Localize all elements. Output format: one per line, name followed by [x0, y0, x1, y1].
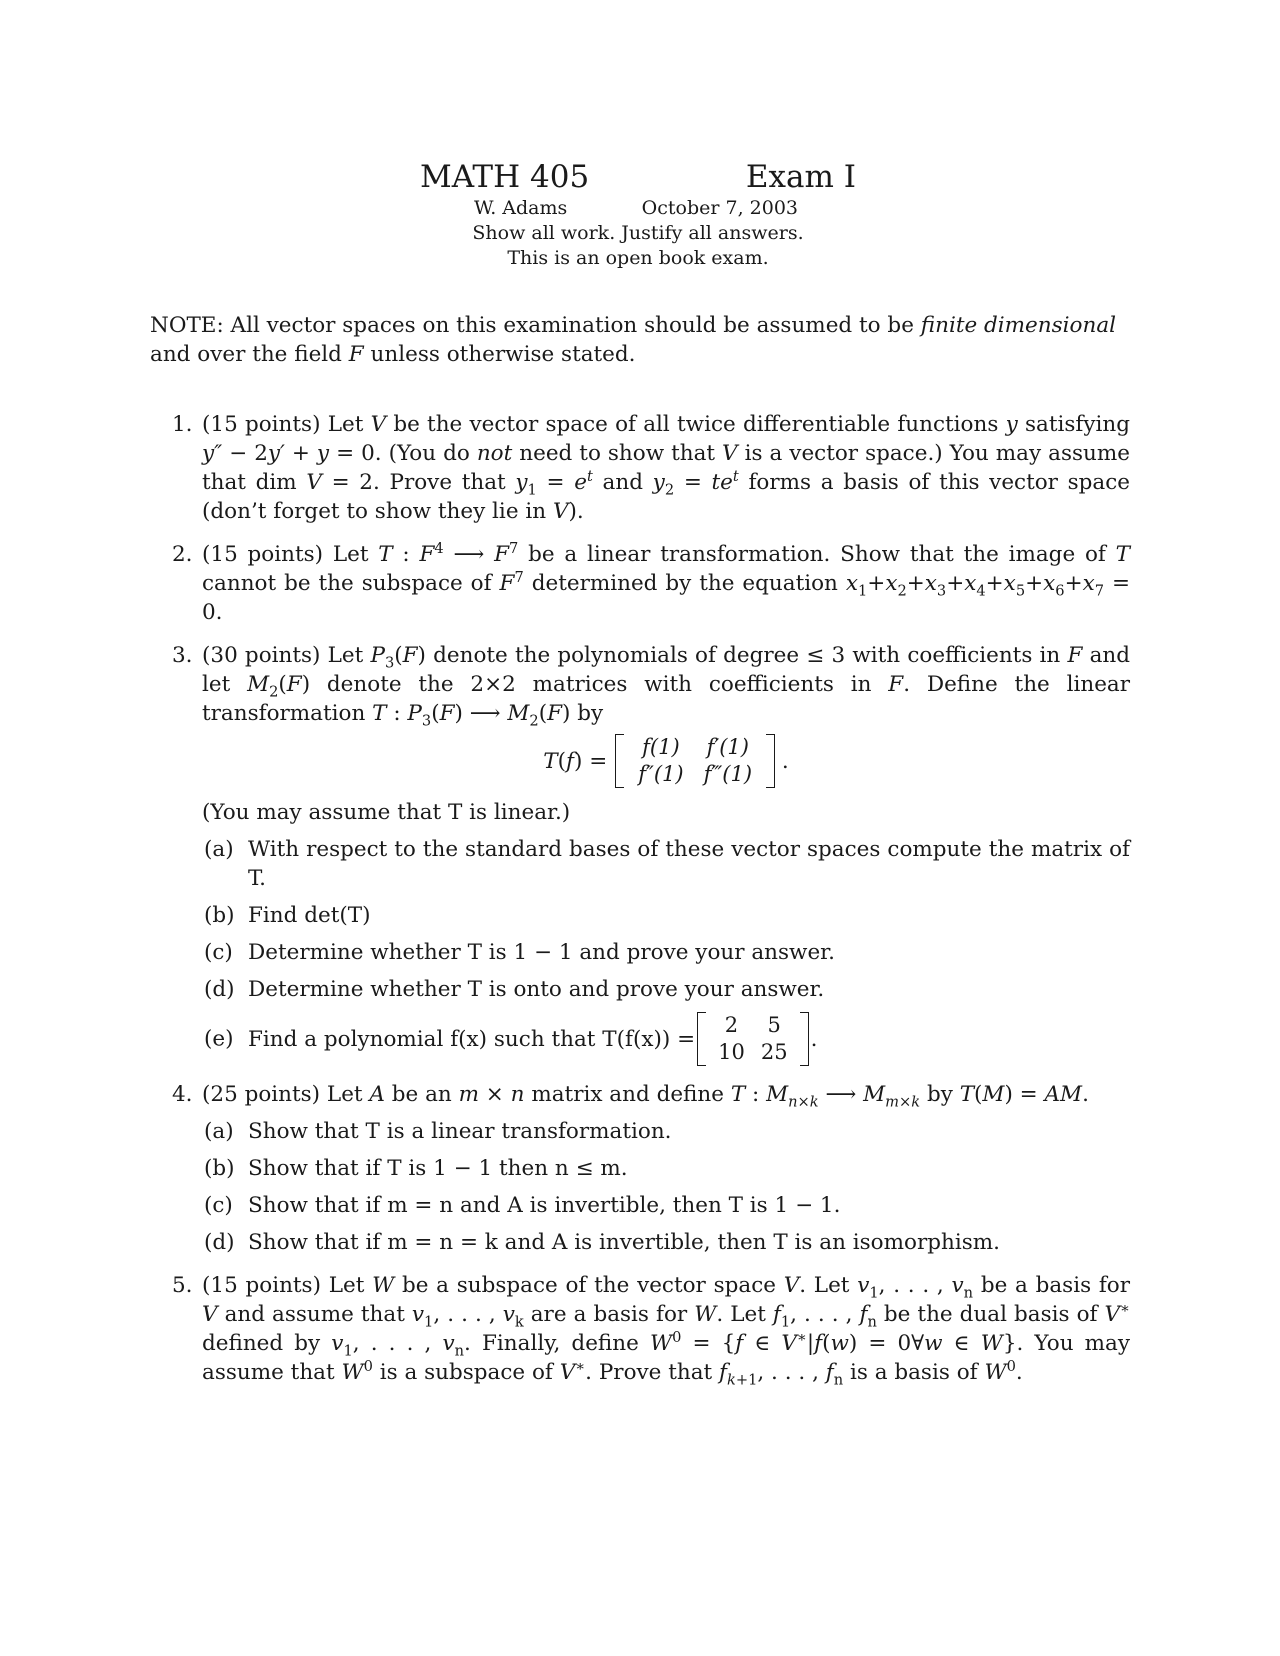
- subpart-3c: [202, 938, 1130, 967]
- exam-date: October 7, 2003: [641, 197, 798, 219]
- subpart-label: (c): [204, 940, 233, 965]
- exam-title: Exam I: [745, 159, 856, 195]
- note-emphasis: finite dimensional: [920, 313, 1117, 338]
- problem-text: (15 points) Let W be a subspace of the vector space V. Let $v_1$, . . . , $v_n$ be a basis for V and assume that $v_1$, . . . , $v_k$ are a basis for W. Let $f_1$, . . . , $f_n$ be the dual basis of V∗ defined by $v_1$, . . . , $v_n$. Finally, define $W^0 = \{f$ ∈ V∗|f(w) = 0∀w ∈ W}. You may assume that $W^0$ is a subspace of V∗. Prove that $f_{k+1}$, . . . , $f_n$ is a basis of $W^0$.: [202, 1273, 1131, 1389]
- problem-number: 4.: [172, 1082, 193, 1107]
- problem-points: (15 points): [202, 412, 321, 437]
- exam-header: [420, 158, 856, 271]
- linearity-assumption: (You may assume that T is linear.): [202, 800, 571, 825]
- matrix-cell: f″(1): [638, 762, 684, 786]
- problem-points: (15 points): [202, 542, 324, 567]
- target-matrix: [697, 1012, 808, 1066]
- problem-number: 5.: [172, 1273, 193, 1298]
- problem-2: [150, 540, 1130, 627]
- subpart-text: Show that if m = n = k and A is invertible, then T is an isomorphism.: [248, 1230, 1000, 1255]
- tf-matrix: [615, 734, 775, 788]
- subpart-list: [202, 1117, 1130, 1257]
- problem-points: (30 points): [202, 643, 321, 668]
- transformation-definition: T ( f ) = f(1) f′(1) f″(1) f‴(1) .: [543, 735, 789, 786]
- subpart-label: (c): [204, 1193, 233, 1218]
- subpart-text: Find det(T): [248, 903, 371, 928]
- matrix-cell: f′(1): [706, 735, 749, 759]
- note-text-1: NOTE: All vector spaces on this examination should be assumed to be: [150, 313, 921, 338]
- problem-number: 1.: [172, 412, 193, 437]
- problem-3: [150, 641, 1130, 1066]
- subpart-text: Show that if T is 1 − 1 then n ≤ m.: [248, 1156, 628, 1181]
- problem-points: (25 points): [202, 1082, 321, 1107]
- subpart-text: Determine whether T is 1 − 1 and prove your answer.: [248, 940, 835, 965]
- problem-text: (25 points) Let A be an m × n matrix and define T : $M_{n\times k}$ ⟶ $M_{m\times k}$ by T(M) = AM.: [202, 1082, 1089, 1111]
- subpart-text: Determine whether T is onto and prove your answer.: [248, 977, 825, 1002]
- matrix-cell: 25: [760, 1040, 788, 1064]
- subpart-label: (d): [204, 977, 235, 1002]
- subpart-label: (b): [204, 903, 235, 928]
- subpart-3a: [202, 835, 1130, 893]
- matrix-cell: 5: [767, 1013, 781, 1037]
- subpart-4c: [202, 1191, 1130, 1220]
- subpart-label: (e): [204, 1026, 234, 1052]
- problem-number: 2.: [172, 542, 193, 567]
- problem-5: [150, 1271, 1130, 1387]
- subpart-text: Find a polynomial f(x) such that T(f(x)) =: [248, 1026, 696, 1052]
- note-text-3: unless otherwise stated.: [363, 342, 636, 367]
- left-bracket: [697, 1012, 706, 1066]
- right-bracket: [766, 734, 775, 788]
- problem-1: [150, 410, 1130, 526]
- subpart-label: (a): [204, 1119, 234, 1144]
- matrix-cell: f(1): [642, 735, 680, 759]
- subpart-4b: [202, 1154, 1130, 1183]
- subpart-4d: [202, 1228, 1130, 1257]
- matrix-table: [710, 1012, 795, 1066]
- course-title: MATH 405: [420, 159, 590, 195]
- right-bracket: [800, 1012, 809, 1066]
- subpart-3b: [202, 901, 1130, 930]
- problem-text: (15 points) Let T : $F^4$ ⟶ $F^7$ be a linear transformation. Show that the image of T cannot be the subspace of $F^7$ determined by the equation $x_1+x_2+x_3+x_4+x_5+x_6+x_7 = 0$.: [202, 539, 1130, 625]
- problem-text: (15 points) Let V be the vector space of all twice differentiable functions y satisfying y″ − 2y′ + y = 0. (You do not need to show that V is a vector space.) You may assume that dim V = 2. Prove that $y_1 = e^t$ and $y_2 = te^t$ forms a basis of this vector space (don’t forget to show they lie in V).: [202, 412, 1131, 524]
- instructor-name: W. Adams: [474, 197, 568, 219]
- instructions-line-1: Show all work. Justify all answers.: [472, 222, 804, 244]
- subpart-4a: [202, 1117, 1130, 1146]
- matrix-cell: 10: [718, 1040, 745, 1064]
- subpart-list: [202, 835, 1130, 1066]
- matrix-table: [628, 734, 762, 788]
- problem-list: [150, 410, 1130, 1401]
- subpart-3d: [202, 975, 1130, 1004]
- note-paragraph: [150, 311, 1130, 369]
- subpart-text: Show that T is a linear transformation.: [248, 1119, 672, 1144]
- subpart-text: Show that if m = n and A is invertible, then T is 1 − 1.: [248, 1193, 841, 1218]
- problem-text: (30 points) Let $P_3(F)$ denote the polynomials of degree ≤ 3 with coefficients in F and let $M_2(F)$ denote the 2×2 matrices with coefficients in F. Define the linear transformation T : $P_3(F)$ ⟶ $M_2(F)$ by: [202, 643, 1131, 730]
- subpart-label: (b): [204, 1156, 235, 1181]
- subpart-label: (d): [204, 1230, 235, 1255]
- note-field-var: F: [348, 342, 364, 367]
- matrix-cell: f‴(1): [703, 762, 753, 786]
- note-text-2: and over the field: [150, 342, 349, 367]
- subpart-3e: (e) Find a polynomial f(x) such that T(f(x)) = 2 5 10 25 .: [204, 1013, 818, 1064]
- tf-lhs: T: [543, 748, 558, 774]
- problem-number: 3.: [172, 643, 193, 668]
- matrix-cell: 2: [724, 1013, 739, 1037]
- left-bracket: [615, 734, 624, 788]
- problem-points: (15 points): [202, 1273, 321, 1298]
- problem-4: [150, 1080, 1130, 1257]
- subpart-label: (a): [204, 837, 234, 862]
- instructions-line-2: This is an open book exam.: [507, 247, 769, 269]
- subpart-text: With respect to the standard bases of these vector spaces compute the matrix of T.: [248, 837, 1130, 891]
